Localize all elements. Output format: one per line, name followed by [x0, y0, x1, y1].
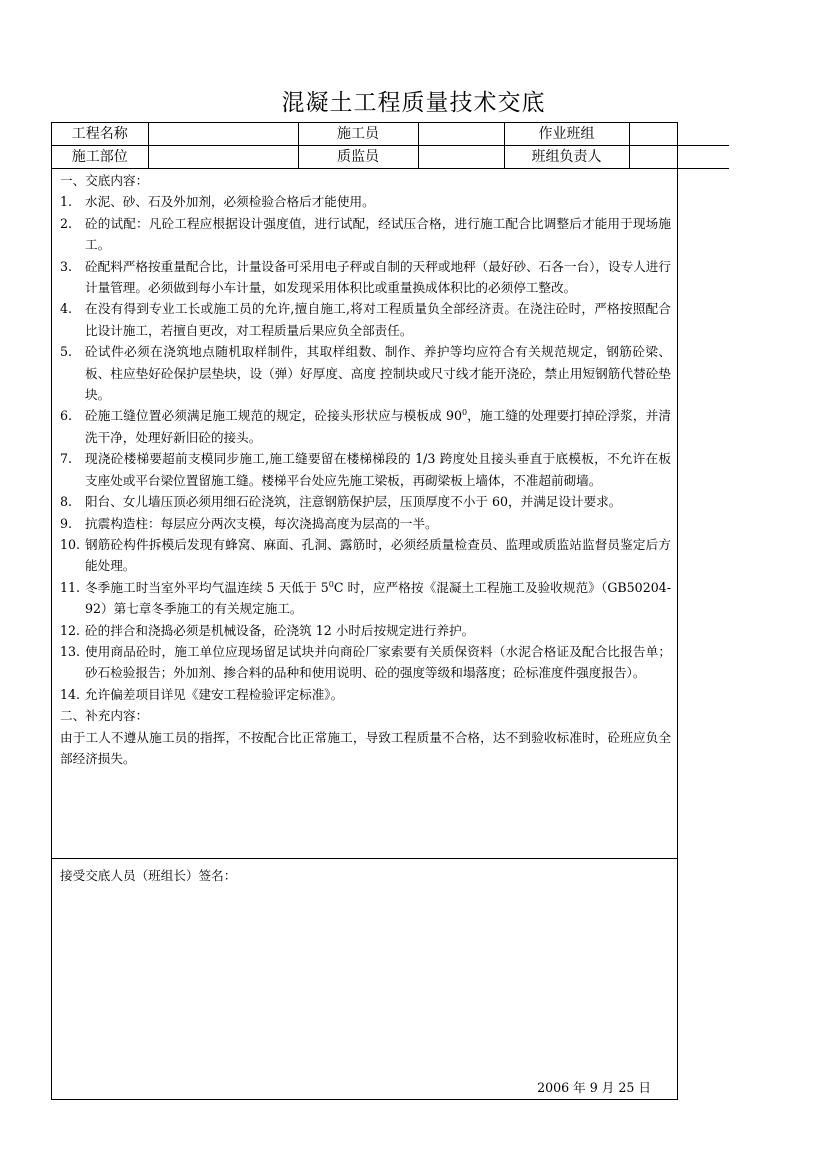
- item-text: 允许偏差项目详见《建安工程检验评定标准》。: [85, 686, 344, 702]
- list-item: [52, 684, 677, 705]
- item-number: 14.: [60, 686, 81, 702]
- item-text: 现浇砼楼梯要超前支模同步施工,施工缝要留在楼梯梯段的 1/3 跨度处且接头垂直于底模板，不允许在板支座处或平台梁位置留施工缝。楼梯平台处应先施工梁板，再砌梁板上墙体，不准超前砌墙。: [85, 451, 671, 488]
- item-number: 12.: [60, 622, 81, 638]
- list-item: [52, 298, 677, 341]
- value-construction-part[interactable]: [148, 146, 298, 169]
- list-item: [52, 341, 677, 405]
- list-item: [52, 577, 677, 620]
- item-text: 阳台、女儿墙压顶必须用细石砼浇筑，注意钢筋保护层，压顶厚度不小于 60，并满足设计要求。: [85, 494, 622, 510]
- value-work-team[interactable]: [629, 123, 729, 146]
- item-number: 13.: [60, 643, 81, 659]
- item-text: 水泥、砂、石及外加剂，必须检验合格后才能使用。: [85, 194, 375, 210]
- items-list: [52, 191, 677, 705]
- item-text: 砼施工缝位置必须满足施工规范的规定，砼接头形状应与模板成 90: [85, 408, 463, 424]
- list-item: [52, 641, 677, 684]
- label-quality-inspector: 质监员: [298, 146, 418, 169]
- item-number: 6.: [60, 408, 73, 424]
- item-text: 砼试件必须在浇筑地点随机取样制件，其取样组数、制作、养护等均应符合有关规范规定，钢筋砼梁、板、柱应垫好砼保护层垫块，设（弹）好厚度、高度 控制块或尺寸线才能开浇砼，禁止用短钢筋代替砼垫块。: [85, 344, 671, 403]
- label-work-team: 作业班组: [504, 123, 629, 146]
- superscript: 0: [328, 579, 334, 589]
- header-table: [52, 123, 729, 169]
- superscript: 0: [462, 408, 468, 418]
- list-item: [52, 191, 677, 212]
- item-text: 抗震构造柱：每层应分两次支模，每次浇捣高度为层高的一半。: [85, 515, 438, 531]
- list-item: [52, 213, 677, 256]
- list-item: [52, 256, 677, 299]
- label-team-leader: 班组负责人: [504, 146, 629, 169]
- value-constructor[interactable]: [418, 123, 504, 146]
- item-text: ，施工缝的处理要打掉砼浮浆，并清洗干净，处理好新旧砼的接头。: [85, 408, 672, 445]
- item-number: 2.: [60, 215, 73, 231]
- label-project-name: 工程名称: [52, 123, 148, 146]
- header-row-1: [52, 123, 729, 146]
- value-project-name[interactable]: [148, 123, 298, 146]
- item-text: 砼的试配：凡砼工程应根据设计强度值，进行试配，经试压合格，进行施工配合比调整后才能用于现场施工。: [85, 215, 671, 253]
- section-2-label: 二、补充内容：: [60, 708, 149, 724]
- label-construction-part: 施工部位: [52, 146, 148, 169]
- content-area: [52, 170, 677, 859]
- item-number: 11.: [60, 579, 81, 595]
- list-item: [52, 448, 677, 491]
- header-row-2: [52, 146, 729, 169]
- item-text: 使用商品砼时，施工单位应现场留足试块并向商砼厂家索要有关质保资料（水泥合格证及配合比报告单；砂石检验报告；外加剂、掺合料的品种和使用说明、砼的强度等级和塌落度；砼标准度件强度报告）。: [85, 643, 671, 681]
- item-text: C 时，应严格按《混凝土工程施工及验收规范》（GB50204-92）第七章冬季施工的有关规定施工。: [85, 579, 671, 617]
- item-number: 7.: [60, 451, 73, 467]
- item-text: 冬季施工时当室外平均气温连续 5 天低于 5: [85, 579, 329, 595]
- list-item: [52, 405, 677, 448]
- form-frame: [51, 122, 678, 1100]
- item-text: 在没有得到专业工长或施工员的允许,擅自施工,将对工程质量负全部经济责。在浇注砼时，严格按照配合比设计施工，若擅自更改，对工程质量后果应负全部责任。: [85, 301, 671, 338]
- item-text: 砼配料严格按重量配合比，计量设备可采用电子秤或自制的天秤或地秤（最好砂、石各一台），设专人进行计量管理。必须做到每小车计量，如发现采用体积比或重量换成体积比的必须停工整改。: [85, 258, 671, 296]
- list-item: [52, 534, 677, 577]
- item-number: 8.: [60, 494, 73, 510]
- item-number: 9.: [60, 515, 73, 531]
- item-number: 5.: [60, 344, 73, 360]
- label-constructor: 施工员: [298, 123, 418, 146]
- supplement-text: 由于工人不遵从施工员的指挥，不按配合比正常施工，导致工程质量不合格，达不到验收标准时，砼班应负全部经济损失。: [60, 729, 671, 766]
- item-number: 4.: [60, 301, 73, 317]
- value-quality-inspector[interactable]: [418, 146, 504, 169]
- list-item: [52, 491, 677, 512]
- signature-area[interactable]: [52, 859, 677, 1099]
- item-text: 钢筋砼构件拆模后发现有蜂窝、麻面、孔洞、露筋时，必须经质量检查员、监理或质监站监督员鉴定后方能处理。: [85, 536, 671, 574]
- item-number: 10.: [60, 536, 81, 552]
- list-item: [52, 513, 677, 534]
- item-number: 1.: [60, 194, 73, 210]
- value-team-leader[interactable]: [629, 146, 729, 169]
- list-item: [52, 620, 677, 641]
- item-text: 砼的拌合和浇捣必须是机械设备，砼浇筑 12 小时后按规定进行养护。: [85, 622, 475, 638]
- section-1-label: 一、交底内容：: [60, 173, 149, 188]
- signature-label: 接受交底人员（班组长）签名：: [60, 868, 237, 883]
- document-date: 2006 年 9 月 25 日: [537, 1080, 651, 1095]
- item-number: 3.: [60, 258, 73, 274]
- document-title: 混凝土工程质量技术交底: [281, 90, 546, 116]
